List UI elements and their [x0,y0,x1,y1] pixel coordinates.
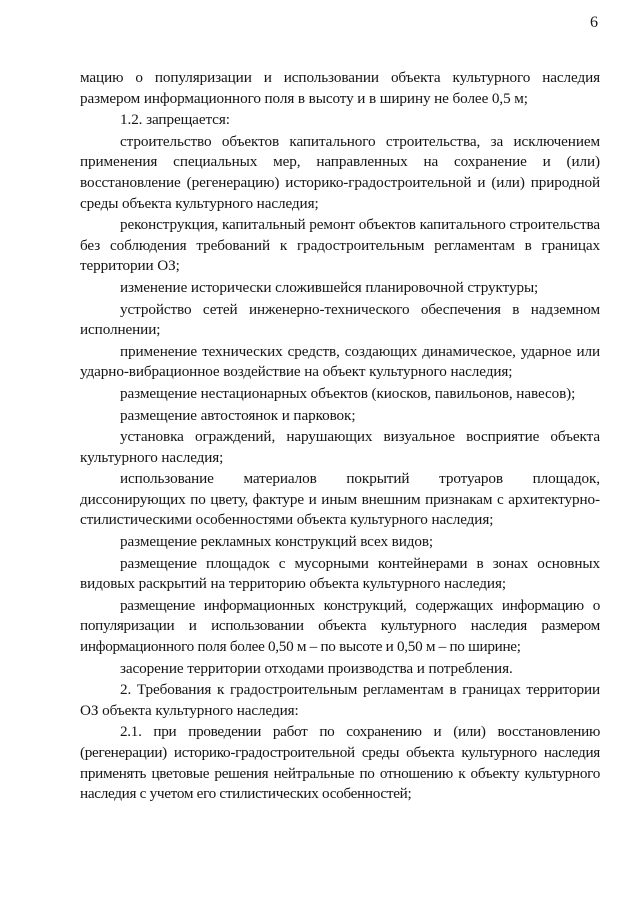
list-item: реконструкция, капитальный ремонт объектов капитального строительства без соблюдения требований к градостроительным регламентам в границах территории ОЗ; [80,216,600,275]
list-item: 2.1. при проведении работ по сохранению и (или) восстановлению (регенерации) историко-градостроительной среды объекта культурного наследия применять цветовые решения нейтральные по отношению к объекту культурного наследия с учетом его стилистических особенностей; [80,723,600,803]
list-item: применение технических средств, создающих динамическое, ударное или ударно-вибрационное воздействие на объект культурного наследия; [80,342,600,381]
section-heading: 2. Требования к градостроительным регламентам в границах территории ОЗ объекта культурного наследия: [80,681,600,719]
paragraph: мацию о популяризации и использовании объекта культурного наследия размером информационного поля в высоту и в ширину не более 0,5 м; [80,69,600,107]
list-item: засорение территории отходами производства и потребления. [120,659,513,677]
section-heading: 1.2. запрещается: [120,111,230,129]
list-item: использование материалов покрытий тротуаров площадок, диссонирующих по цвету, фактуре и иным внешним признакам с архитектурно-стилистическими особенностями объекта культурного наследия; [80,470,600,529]
list-item: размещение рекламных конструкций всех видов; [120,533,434,551]
list-item: устройство сетей инженерно-технического обеспечения в надземном исполнении; [80,300,600,339]
list-item: установка ограждений, нарушающих визуальное восприятие объекта культурного наследия; [80,428,600,466]
list-item: строительство объектов капитального строительства, за исключением применения специальных мер, направленных на сохранение и (или) восстановление (регенерацию) историко-градостроительной и (или) природной среды объекта культурного наследия; [80,132,600,212]
list-item: размещение автостоянок и парковок; [120,406,356,424]
list-item: размещение площадок с мусорными контейнерами в зонах основных видовых раскрытий на территорию объекта культурного наследия; [80,554,600,593]
document-body [80,68,600,806]
list-item: размещение нестационарных объектов (киосков, павильонов, навесов); [120,384,576,402]
list-item: изменение исторически сложившейся планировочной структуры; [120,278,539,296]
list-item: размещение информационных конструкций, содержащих информацию о популяризации и использовании объекта культурного наследия размером информационного поля более 0,50 м – по высоте и 0,50 м – по ширине; [80,596,600,656]
page-number: 6 [590,14,598,31]
